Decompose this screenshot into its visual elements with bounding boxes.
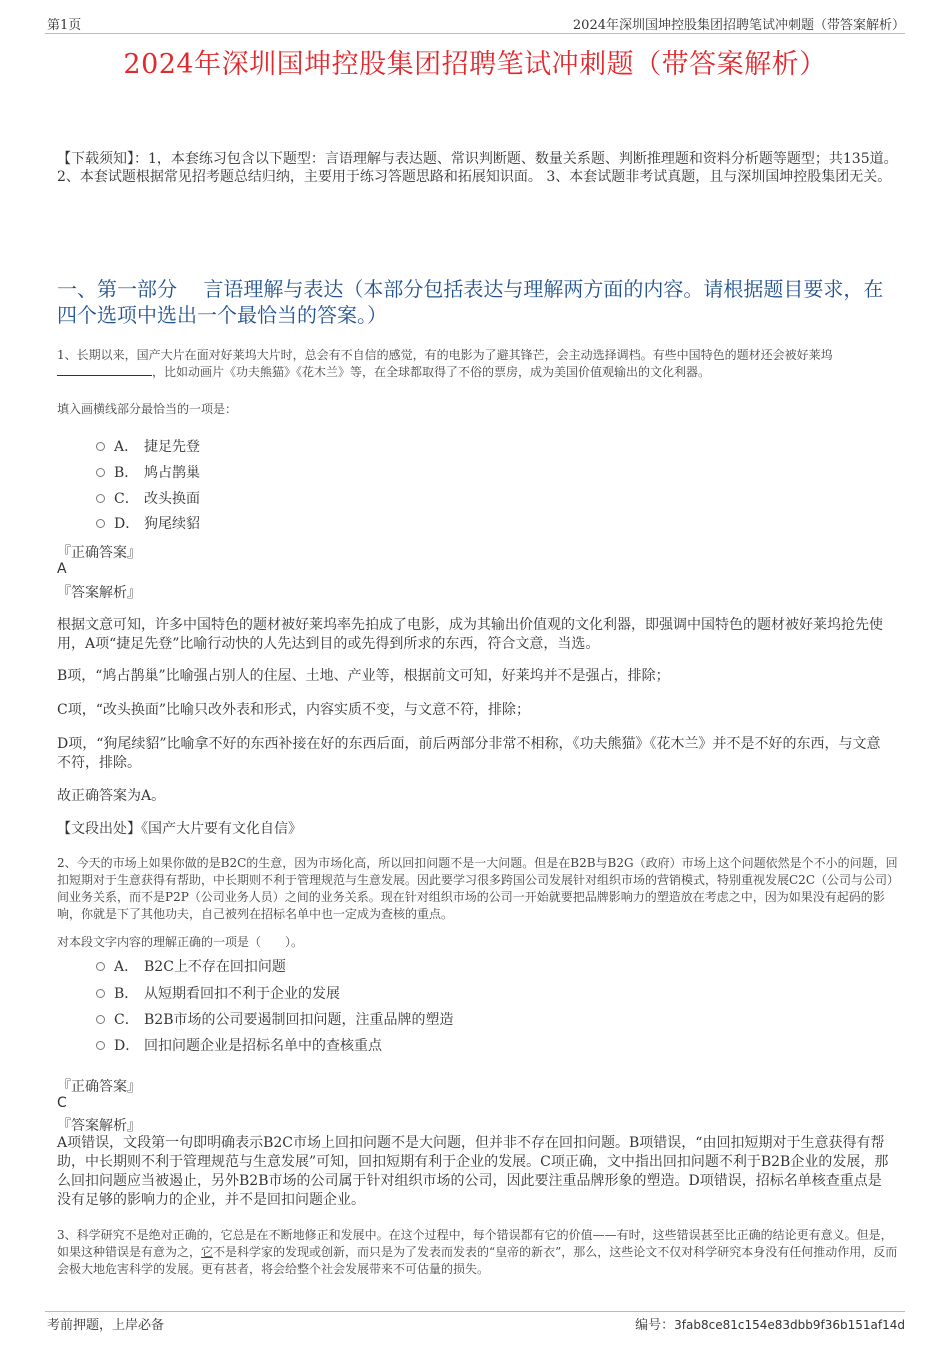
fill-blank-line bbox=[57, 364, 152, 376]
question-1-answer: A bbox=[57, 561, 67, 577]
radio-button-icon[interactable] bbox=[96, 1015, 105, 1024]
radio-button-icon[interactable] bbox=[96, 989, 105, 998]
question-3-text: 3、科学研究不是绝对正确的，它总是在不断地修正和发展中。在这个过程中，每个错误都有它的价值——有时，这些错误甚至比正确的结论更有意义。但是，如果这种错误是有意为之，它不是科学家的发现或创新，而只是为了发表而发表的“皇帝的新衣”，那么，这些论文不仅对科学研究本身没有任何推动作用，反而会极大地危害科学的发展。更有甚者，将会给整个社会发展带来不可估量的损失。 bbox=[57, 1228, 898, 1276]
footer-slogan: 考前押题，上岸必备 bbox=[47, 1318, 165, 1333]
radio-button-icon[interactable] bbox=[96, 519, 105, 528]
question-1-analysis-label: 『答案解析』 bbox=[57, 585, 141, 601]
underlined-pronoun: 它 bbox=[201, 1245, 214, 1259]
download-notice: 【下载须知】：1，本套练习包含以下题型：言语理解与表达题、常识判断题、数量关系题、判断推理题和资料分析题等题型；共135道。 2、本套试题根据常见招考题总结归纳，主要用于练习答题思路和拓展知识面。 3、本套试题非考试真题，且与深圳国坤控股集团无关。 bbox=[57, 151, 898, 185]
radio-button-icon[interactable] bbox=[96, 442, 105, 451]
question-1-conclusion: 故正确答案为A。 bbox=[57, 788, 166, 804]
question-2-option-c[interactable]: C． B2B市场的公司要遏制回扣问题，注重品牌的塑造 bbox=[96, 1009, 453, 1029]
radio-button-icon[interactable] bbox=[96, 494, 105, 503]
footer-code-label: 编号： bbox=[635, 1318, 675, 1333]
radio-button-icon[interactable] bbox=[96, 468, 105, 477]
section-heading: 一、第一部分 言语理解与表达（本部分包括表达与理解两方面的内容。请根据题目要求，在四个选项中选出一个最恰当的答案。） bbox=[57, 277, 884, 327]
question-2-answer-label: 『正确答案』 bbox=[57, 1079, 141, 1095]
question-2-option-d[interactable]: D． 回扣问题企业是招标名单中的查核重点 bbox=[96, 1035, 382, 1055]
question-2-option-b[interactable]: B． 从短期看回扣不利于企业的发展 bbox=[96, 983, 340, 1003]
header-title: 2024年深圳国坤控股集团招聘笔试冲刺题（带答案解析） bbox=[572, 18, 905, 33]
radio-button-icon[interactable] bbox=[96, 1041, 105, 1050]
question-2-prompt: 对本段文字内容的理解正确的一项是（ ）。 bbox=[57, 935, 304, 949]
question-1-source: 【文段出处】《国产大片要有文化自信》 bbox=[57, 821, 302, 837]
question-1-option-d[interactable]: D． 狗尾续貂 bbox=[96, 513, 200, 533]
footer-code bbox=[635, 1314, 905, 1333]
document-title: 2024年深圳国坤控股集团招聘笔试冲刺题（带答案解析） bbox=[123, 49, 827, 80]
footer-code-value: 3fab8ce81c154e83dbb9f36b151af14d bbox=[674, 1318, 905, 1332]
question-1-option-c[interactable]: C． 改头换面 bbox=[96, 488, 200, 508]
question-1-option-b[interactable]: B． 鸠占鹊巢 bbox=[96, 462, 200, 482]
header-page-number: 第1页 bbox=[47, 18, 82, 33]
header-divider bbox=[45, 33, 905, 34]
question-2-text: 2、今天的市场上如果你做的是B2C的生意，因为市场化高，所以回扣问题不是一大问题。但是在B2B与B2G（政府）市场上这个问题依然是个不小的问题，回扣短期对于生意获得有帮助，中长期则不利于管理规范与生意发展。因此要学习很多跨国公司发展针对组织市场的营销模式，特别重视发展C2C（公司与公司）间业务关系，而不是P2P（公司业务人员）之间的业务关系。现在针对组织市场的公司一开始就要把品牌影响力的塑造放在考虑之中，因为如果没有起码的影响，你就是下了其他功夫，自己被列在招标名单中也一定成为查核的重点。 bbox=[57, 856, 900, 921]
question-1-text-part1: 1、长期以来，国产大片在面对好莱坞大片时，总会有不自信的感觉，有的电影为了避其锋芒，会主动选择调档。有些中国特色的题材还会被好莱坞 bbox=[57, 348, 833, 362]
question-1-text bbox=[57, 347, 902, 381]
question-1-answer-label: 『正确答案』 bbox=[57, 545, 141, 561]
question-1-analysis-c: C项，“改头换面”比喻只改外表和形式，内容实质不变，与文意不符，排除； bbox=[57, 702, 531, 718]
question-2-analysis: A项错误，文段第一句即明确表示B2C市场上回扣问题不是大问题，但并非不存在回扣问题。B项错误，“由回扣短期对于生意获得有帮助，中长期则不利于管理规范与生意发展”可知，回扣短期有利于企业的发展。C项正确，文中指出回扣问题不利于B2B企业的发展，那么回扣问题应当被遏止，另外B2B市场的公司属于针对组织市场的公司，因此要注重品牌形象的塑造。D项错误，招标名单核查重点是没有足够的影响力的企业，并不是回扣问题企业。 bbox=[57, 1135, 889, 1208]
question-1-analysis-d: D项，“狗尾续貂”比喻拿不好的东西补接在好的东西后面，前后两部分非常不相称，《功夫熊猫》《花木兰》并不是不好的东西，与文意不符，排除。 bbox=[57, 736, 881, 771]
question-1-option-a[interactable]: A． 捷足先登 bbox=[96, 436, 200, 456]
question-2-option-a[interactable]: A． B2C上不存在回扣问题 bbox=[96, 956, 286, 976]
question-1-prompt: 填入画横线部分最恰当的一项是： bbox=[57, 402, 238, 416]
question-1-analysis-b: B项，“鸠占鹊巢”比喻强占别人的住屋、土地、产业等，根据前文可知，好莱坞并不是强占，排除； bbox=[57, 668, 670, 684]
footer-divider bbox=[45, 1311, 905, 1312]
question-2-analysis-label: 『答案解析』 bbox=[57, 1118, 141, 1134]
question-1-text-part2: ，比如动画片《功夫熊猫》《花木兰》等，在全球都取得了不俗的票房，成为美国价值观输出的文化利器。 bbox=[152, 365, 711, 379]
question-1-analysis-a: 根据文意可知，许多中国特色的题材被好莱坞率先拍成了电影，成为其输出价值观的文化利器，即强调中国特色的题材被好莱坞抢先使用，A项“捷足先登”比喻行动快的人先达到目的或先得到所求的东西，符合文意，当选。 bbox=[57, 617, 883, 652]
radio-button-icon[interactable] bbox=[96, 962, 105, 971]
question-2-answer: C bbox=[57, 1095, 67, 1111]
